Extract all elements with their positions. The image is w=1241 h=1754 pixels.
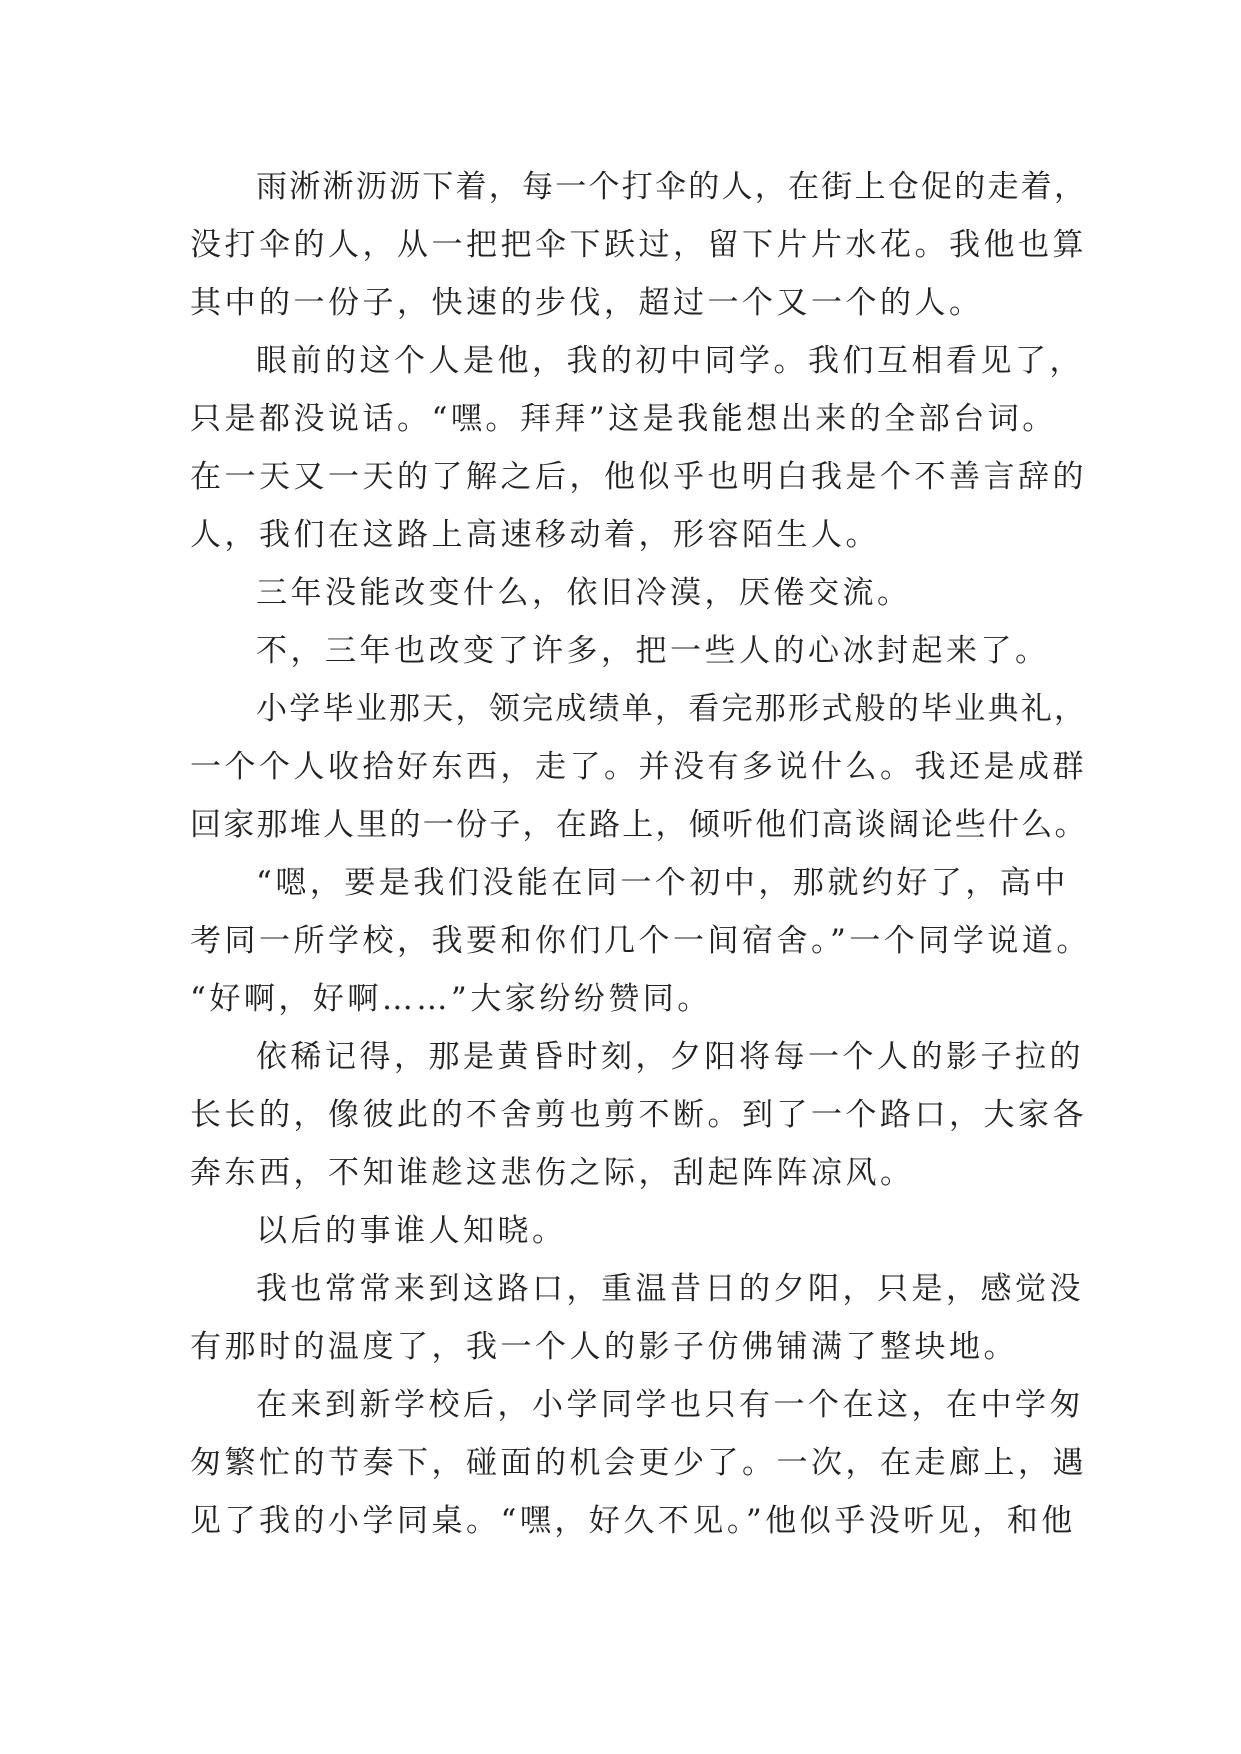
text-line: 奔东西，不知谁趁这悲伤之际，刮起阵阵凉风。 <box>190 1155 915 1191</box>
text-line: “好啊，好啊……”大家纷纷赞同。 <box>190 981 712 1017</box>
text-line: 匆繁忙的节奏下，碰面的机会更少了。一次，在走廊上，遇 <box>190 1445 1087 1481</box>
text-line: 人，我们在这路上高速移动着，形容陌生人。 <box>190 517 880 553</box>
text-line: 在一天又一天的了解之后，他似乎也明白我是个不善言辞的 <box>190 459 1087 495</box>
paragraph-first-line: 雨淅淅沥沥下着，每一个打伞的人，在街上仓促的走着， <box>256 169 1088 205</box>
paragraph-first-line: 在来到新学校后，小学同学也只有一个在这，在中学匆 <box>256 1387 1084 1423</box>
text-line: 一个个人收拾好东西，走了。并没有多说什么。我还是成群 <box>190 749 1087 785</box>
text-line: 有那时的温度了，我一个人的影子仿佛铺满了整块地。 <box>190 1329 1018 1365</box>
text-line: 没打伞的人，从一把把伞下跃过，留下片片水花。我他也算 <box>190 227 1087 263</box>
paragraph-first-line: 小学毕业那天，领完成绩单，看完那形式般的毕业典礼， <box>256 691 1088 727</box>
text-line: 其中的一份子，快速的步伐，超过一个又一个的人。 <box>190 285 984 321</box>
text-line: 只是都没说话。“嘿。拜拜”这是我能想出来的全部台词。 <box>190 401 1057 437</box>
paragraph-first-line: 依稀记得，那是黄昏时刻，夕阳将每一个人的影子拉的 <box>256 1039 1084 1075</box>
paragraph-first-line: 眼前的这个人是他，我的初中同学。我们互相看见了， <box>256 343 1084 379</box>
paragraph-first-line: 不，三年也改变了许多，把一些人的心冰封起来了。 <box>256 633 1050 669</box>
paragraph-first-line: 以后的事谁人知晓。 <box>256 1213 567 1249</box>
text-line: 回家那堆人里的一份子，在路上，倾听他们高谈阔论些什么。 <box>190 807 1088 843</box>
paragraph-first-line: 三年没能改变什么，依旧冷漠，厌倦交流。 <box>256 575 912 611</box>
text-line: 见了我的小学同桌。“嘿，好久不见。”他似乎没听见，和他 <box>190 1503 1076 1539</box>
document-body <box>190 158 1090 1550</box>
text-line: 长长的，像彼此的不舍剪也剪不断。到了一个路口，大家各 <box>190 1097 1087 1133</box>
paragraph-first-line: “嗯，要是我们没能在同一个初中，那就约好了，高中 <box>256 865 1069 901</box>
paragraph-first-line: 我也常常来到这路口，重温昔日的夕阳，只是，感觉没 <box>256 1271 1084 1307</box>
text-line: 考同一所学校，我要和你们几个一间宿舍。”一个同学说道。 <box>190 923 1091 959</box>
